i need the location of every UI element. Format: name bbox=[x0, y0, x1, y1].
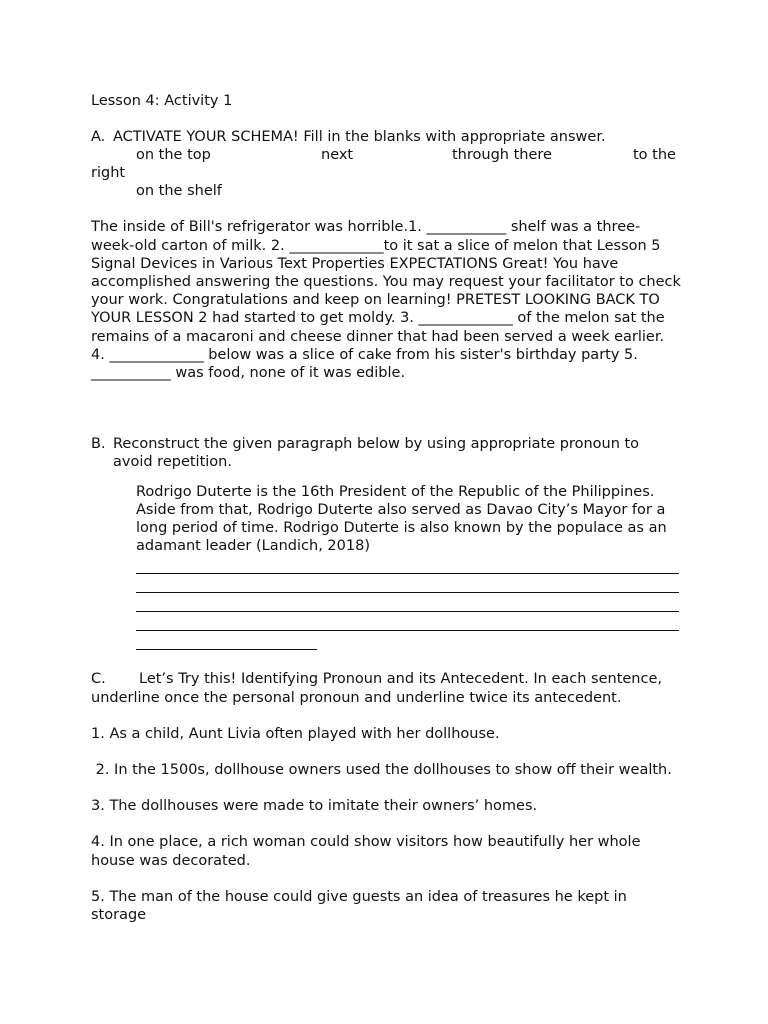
section-b-instruction: Reconstruct the given paragraph below by using appropriate pronoun to avoid repetition. bbox=[113, 436, 640, 471]
answer-line bbox=[136, 631, 317, 650]
section-a-instruction: ACTIVATE YOUR SCHEMA! Fill in the blanks with appropriate answer. bbox=[113, 129, 606, 146]
choice-item: next bbox=[321, 147, 354, 164]
section-c-header bbox=[91, 670, 681, 706]
sentence-item: 1. As a child, Aunt Livia often played with her dollhouse. bbox=[91, 725, 500, 742]
sentence-item: 4. In one place, a rich woman could show visitors how beautifully her whole house was decorated. bbox=[91, 834, 641, 869]
word-choices bbox=[91, 146, 681, 200]
section-c-instruction: Let’s Try this! Identifying Pronoun and its Antecedent. In each sentence, underline once the personal pronoun and underline twice its antecedent. bbox=[91, 671, 662, 706]
sentence-item: 2. In the 1500s, dollhouse owners used the dollhouses to show off their wealth. bbox=[91, 762, 672, 779]
section-a-paragraph: The inside of Bill's refrigerator was horrible.1. ___________ shelf was a three-week-old carton of milk. 2. _____________to it sat a slice of melon that Lesson 5 Signal Devices in Various Text Properties EXPECTATIONS Great! You have accomplished answering the questions. You may request your facilitator to check your work. Congratulations and keep on learning! PRETEST LOOKING BACK TO YOUR LESSON 2 had started to get moldy. 3. _____________ of the melon sat the remains of a macaroni and cheese dinner that had been served a week earlier. 4. _____________ below was a slice of cake from his sister's birthday party 5. ___________ was food, none of it was edible. bbox=[91, 219, 681, 382]
choice-item: on the top bbox=[136, 147, 211, 164]
answer-lines bbox=[136, 555, 679, 650]
answer-line bbox=[136, 612, 679, 631]
section-b-paragraph: Rodrigo Duterte is the 16th President of the Republic of the Philippines. Aside from that, Rodrigo Duterte also served as Davao City’s Mayor for a long period of time. Rodrigo Duterte is also known by the populace as an adamant leader (Landich, 2018) bbox=[136, 483, 667, 555]
page-title: Lesson 4: Activity 1 bbox=[91, 93, 233, 109]
section-c-letter: C. bbox=[91, 671, 106, 688]
section-a-letter: A. bbox=[91, 129, 106, 146]
sentence-item: 3. The dollhouses were made to imitate their owners’ homes. bbox=[91, 798, 538, 815]
choice-item: to the bbox=[633, 147, 676, 164]
sentence-item: 5. The man of the house could give guests an idea of treasures he kept in storage bbox=[91, 888, 627, 924]
section-a-header bbox=[91, 128, 681, 146]
choice-item: right bbox=[91, 165, 126, 182]
document-page bbox=[91, 92, 681, 924]
section-b-letter: B. bbox=[91, 436, 106, 453]
choice-item: through there bbox=[452, 147, 552, 164]
choice-item: on the shelf bbox=[136, 183, 222, 200]
answer-line bbox=[136, 555, 679, 574]
section-b-header bbox=[91, 435, 681, 471]
answer-line bbox=[136, 574, 679, 593]
answer-line bbox=[136, 593, 679, 612]
